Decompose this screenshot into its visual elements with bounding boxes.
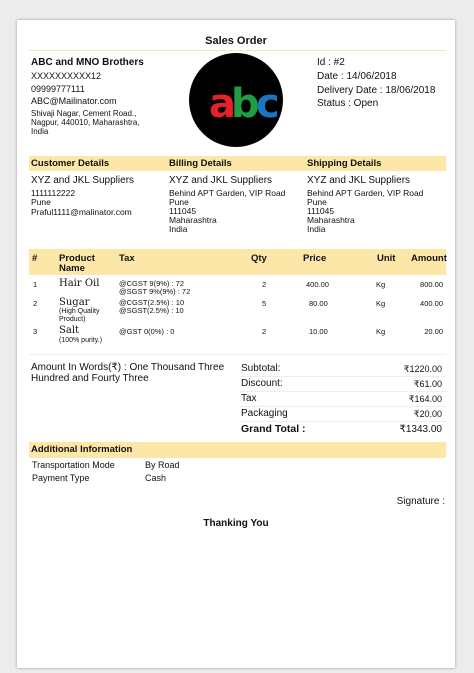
items-table-header	[29, 249, 446, 275]
row-amount: 800.00	[420, 280, 443, 289]
col-tax-header: Tax	[119, 253, 135, 264]
svg-text:c: c	[256, 81, 280, 127]
billing-state: Maharashtra	[169, 215, 217, 225]
company-name: ABC and MNO Brothers	[31, 57, 144, 68]
discount-value: ₹61.00	[413, 379, 442, 389]
thanks-message: Thanking You	[203, 518, 269, 529]
document-title: Sales Order	[205, 35, 267, 47]
col-unit-header: Unit	[377, 253, 396, 264]
subtotal-label: Subtotal:	[241, 363, 281, 374]
product-name: Hair Oil	[59, 278, 100, 289]
col-qty-header: Qty	[251, 253, 267, 264]
order-status: Status : Open	[317, 98, 379, 109]
svg-text:a: a	[209, 81, 236, 127]
shipping-state: Maharashtra	[307, 215, 355, 225]
customer-city: Pune	[31, 197, 51, 207]
row-qty: 2	[262, 327, 267, 336]
shipping-details-heading: Shipping Details	[307, 158, 382, 169]
product-name: Salt	[59, 325, 80, 336]
grand-total-label: Grand Total :	[241, 423, 306, 435]
details-header-band	[29, 156, 446, 171]
packaging-value: ₹20.00	[413, 409, 442, 419]
col-num-header: #	[32, 253, 38, 264]
svg-text:b: b	[231, 81, 260, 127]
table-bottom-divider	[29, 354, 446, 355]
shipping-name: XYZ and JKL Suppliers	[307, 175, 411, 186]
billing-details-heading: Billing Details	[169, 158, 232, 169]
sales-order-document	[17, 20, 455, 668]
row-amount: 400.00	[420, 299, 443, 308]
product-description-line1: (High Quality	[59, 308, 100, 315]
company-logo	[189, 53, 283, 147]
amount-in-words-value: One Thousand Three Hundred and Fourty Three	[31, 362, 225, 384]
shipping-city: Pune	[307, 197, 327, 207]
abc-logo-mark	[189, 53, 283, 147]
company-address-line1: Shivaji Nagar, Cement Road.,	[31, 109, 137, 118]
billing-city: Pune	[169, 197, 189, 207]
row-unit: Kg	[376, 299, 386, 308]
order-date: Date : 14/06/2018	[317, 71, 397, 82]
transport-mode-value: By Road	[145, 460, 180, 470]
row-qty: 5	[262, 299, 267, 308]
totals-divider	[239, 406, 446, 407]
row-tax-1: @GST 0(0%) : 0	[119, 327, 175, 336]
shipping-country: India	[307, 224, 326, 234]
title-divider	[29, 50, 446, 51]
billing-country: India	[169, 224, 188, 234]
row-num: 1	[33, 280, 38, 289]
customer-details-heading: Customer Details	[31, 158, 110, 169]
product-name: Sugar	[59, 297, 90, 308]
row-amount: 20.00	[424, 327, 443, 336]
product-description-line2: Product)	[59, 316, 86, 323]
company-email: ABC@Mailinator.com	[31, 96, 117, 106]
grand-total-value: ₹1343.00	[399, 424, 442, 435]
row-tax-1: @CGST(2.5%) : 10	[119, 298, 185, 307]
totals-divider	[239, 421, 446, 422]
payment-type-value: Cash	[145, 473, 167, 483]
additional-info-band	[29, 442, 446, 458]
company-address-line3: India	[31, 127, 49, 136]
billing-address: Behind APT Garden, VIP Road	[169, 188, 286, 198]
signature-label: Signature :	[396, 496, 445, 507]
row-price: 80.00	[309, 299, 328, 308]
delivery-date: Delivery Date : 18/06/2018	[317, 85, 436, 96]
product-description-line1: (100% purity.)	[59, 337, 103, 344]
payment-type-label: Payment Type	[32, 473, 90, 483]
billing-zip: 111045	[169, 206, 197, 216]
amount-in-words-label: Amount In Words(₹) :	[31, 362, 127, 373]
row-price: 400.00	[306, 280, 329, 289]
amount-in-words	[31, 362, 236, 384]
row-price: 10.00	[309, 327, 328, 336]
row-unit: Kg	[376, 327, 386, 336]
packaging-label: Packaging	[241, 408, 288, 419]
additional-info-heading: Additional Information	[31, 444, 133, 455]
row-tax-2: @SGST 9%(9%) : 72	[119, 287, 191, 296]
col-amount-header: Amount	[411, 253, 447, 264]
col-product-header-line2: Name	[59, 263, 85, 274]
row-unit: Kg	[376, 280, 386, 289]
shipping-address: Behind APT Garden, VIP Road	[307, 188, 424, 198]
order-id: Id : #2	[317, 57, 345, 68]
row-qty: 2	[262, 280, 267, 289]
col-product-header: Product	[59, 253, 95, 264]
tax-value: ₹164.00	[408, 394, 442, 404]
subtotal-value: ₹1220.00	[403, 364, 442, 374]
tax-label: Tax	[241, 393, 257, 404]
customer-name: XYZ and JKL Suppliers	[31, 175, 135, 186]
company-phone: 09999777111	[31, 84, 85, 94]
customer-phone: 1111112222	[31, 188, 76, 198]
row-tax-1: @CGST 9(9%) : 72	[119, 279, 184, 288]
totals-divider	[239, 391, 446, 392]
totals-divider	[239, 376, 446, 377]
transport-mode-label: Transportation Mode	[32, 460, 115, 470]
billing-name: XYZ and JKL Suppliers	[169, 175, 273, 186]
row-num: 2	[33, 299, 38, 308]
customer-email: Praful1111@malinator.com	[31, 207, 132, 217]
discount-label: Discount:	[241, 378, 283, 389]
row-tax-2: @SGST(2.5%) : 10	[119, 306, 184, 315]
shipping-zip: 111045	[307, 206, 335, 216]
col-price-header: Price	[303, 253, 327, 264]
company-address-line2: Nagpur, 440010, Maharashtra,	[31, 118, 140, 127]
row-num: 3	[33, 327, 38, 336]
company-gst: XXXXXXXXXX12	[31, 71, 102, 81]
